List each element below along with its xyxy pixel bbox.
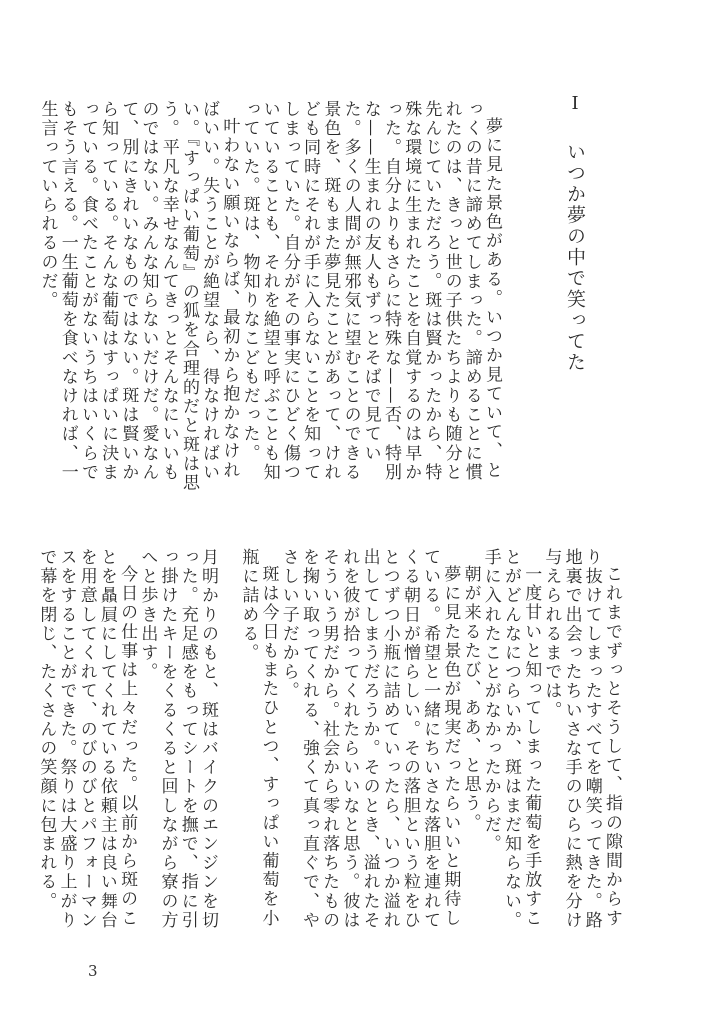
paragraph: これまでずっとそうして、指の隙間からすり抜けてしまったすべてを嘲笑ってきた。路地裏で出会ったちいさな手のひらに熱を分け与えられるまでは。 [541, 548, 622, 930]
paragraph: 月明かりのもと、斑はバイクのエンジンを切った。充足感をもってシートを撫で、指に引っ掛けたキーをくるくると回しながら寮の方へと歩き出す。 [137, 548, 218, 930]
chapter-title: いつか夢の中で笑ってた [564, 142, 586, 373]
top-text-block [37, 100, 502, 495]
paragraph: 夢に見た景色が現実だったらいいと期待している。希望と一緒にちいさな落胆を連れてくる朝日が憎らしい。その落胆という粒をひとつずつ小瓶に詰めていったら、いつか溢れ出してしまうだろうか。そのとき、溢れたそれを彼が拾ってくれたらいいなと思う。彼はそういう男だから。社会から零れ落ちたものを掬い取ってくれる、強くて真っ直ぐで、やさしい子だから。 [278, 548, 461, 930]
paragraph: 一度甘いと知ってしまった葡萄を手放すことがどんなにつらいか、斑はまだ知らない。手に入れたことがなかったからだ。 [480, 548, 542, 930]
section-break [218, 548, 238, 933]
paragraph: 叶わない願いならば、最初から抱かなければいい。失うことが絶望なら、得なければいい。『すっぱい葡萄』の狐を合理的だと斑は思う。平凡な幸せなんてきっとそんなにいいものではない。みんな知らないだけだ。愛なんて、別にきれいなものではない。斑は賢いから知っている。そんな葡萄はすっぱいに決まっている。食べたことがないうちはいくらでもそう言える。一生葡萄を食べなければ、一生言っていられるのだ。 [37, 100, 240, 493]
paragraph: 夢に見た景色がある。いつか見ていて、とっくの昔に諦めてしまった。諦めることに慣れたのは、きっと世の子供たちよりも随分と先んじていただろう。斑は賢かったから、特殊な環境に生まれたことを自覚するのは早かった。自分よりもさらに特殊な——否、特別な——生まれの友人もずっとそばで見ていた。多くの人間が無邪気に望むことのできる景色を、斑もまた夢見たことがあって、けれども同時にそれが手に入らないことを知ってしまっていた。自分がその事実にひどく傷ついていることも、それを絶望と呼ぶことも知っていた。斑は、物知りなこどもだった。 [239, 100, 502, 482]
paragraph: 斑は今日もまたひとつ、すっぱい葡萄を小瓶に詰める。 [238, 548, 279, 928]
paragraph: 朝が来るたび、ああ、と思う。 [460, 565, 481, 833]
page-number: 3 [88, 962, 98, 980]
paragraph: 今日の仕事は上々だった。以前から斑のことを贔屓にしてくれている依頼主は良い舞台を用意してくれて、のびのびとパフォーマンスをすることができた。祭りは大盛り上がりで幕を閉じ、たくさんの笑顔に包まれる。 [36, 548, 138, 930]
chapter-number: I [571, 93, 579, 114]
bottom-text-block [36, 548, 622, 933]
